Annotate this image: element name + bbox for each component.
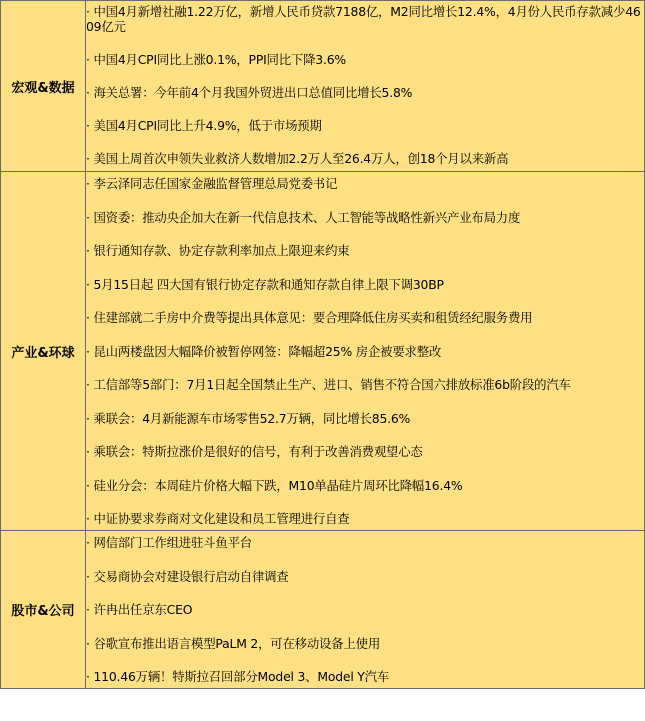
news-item: · 硅业分会：本周硅片价格大幅下跌，M10单晶硅片周环比降幅16.4%: [86, 477, 463, 493]
news-item: · 110.46万辆！特斯拉召回部分Model 3、Model Y汽车: [86, 669, 390, 684]
items-cell: [86, 172, 645, 531]
category-cell: 产业&环球: [1, 172, 86, 531]
news-item: · 5月15日起 四大国有银行协定存款和通知存款自律上限下调30BP: [86, 276, 444, 292]
news-item: · 网信部门工作组进驻斗鱼平台: [86, 535, 252, 550]
items-cell: [86, 531, 645, 689]
section-macro-data: [1, 1, 645, 172]
news-item: · 中国4月新增社融1.22万亿，新增人民币贷款7188亿，M2同比增长12.4%，4月份人民币存款减少4609亿元: [86, 4, 641, 34]
category-cell: 股市&公司: [1, 531, 86, 689]
news-item: · 许冉出任京东CEO: [86, 602, 193, 617]
news-item: · 交易商协会对建设银行启动自律调查: [86, 568, 289, 584]
category-cell: 宏观&数据: [1, 1, 86, 172]
items-cell: [86, 1, 645, 172]
news-item: · 美国上周首次申领失业救济人数增加2.2万人至26.4万人，创18个月以来新高: [86, 151, 509, 166]
news-item: · 谷歌宣布推出语言模型PaLM 2，可在移动设备上使用: [86, 635, 381, 651]
news-item: · 乘联会：4月新能源车市场零售52.7万辆，同比增长85.6%: [86, 410, 411, 426]
news-item: · 国资委：推动央企加大在新一代信息技术、人工智能等战略性新兴产业布局力度: [86, 209, 521, 225]
news-item: · 李云泽同志任国家金融监督管理总局党委书记: [86, 176, 338, 191]
news-item: · 中证协要求券商对文化建设和员工管理进行自查: [86, 511, 350, 526]
news-item: · 工信部等5部门：7月1日起全国禁止生产、进口、销售不符合国六排放标准6b阶段的汽车: [86, 377, 571, 392]
news-item: · 美国4月CPI同比上升4.9%，低于市场预期: [86, 118, 322, 133]
section-market-company: [1, 531, 645, 689]
news-item: · 住建部就二手房中介费等提出具体意见：要合理降低住房买卖和租赁经纪服务费用: [86, 310, 533, 325]
news-item: · 银行通知存款、协定存款利率加点上限迎来约束: [86, 243, 350, 258]
news-item: · 乘联会：特斯拉涨价是很好的信号，有利于改善消费观望心态: [86, 444, 423, 459]
news-item: · 昆山两楼盘因大幅降价被暂停网签：降幅超25% 房企被要求整改: [86, 343, 442, 359]
news-item: · 海关总署：今年前4个月我国外贸进出口总值同比增长5.8%: [86, 85, 413, 100]
news-item: · 中国4月CPI同比上涨0.1%，PPI同比下降3.6%: [86, 52, 346, 67]
section-industry-global: [1, 172, 645, 531]
